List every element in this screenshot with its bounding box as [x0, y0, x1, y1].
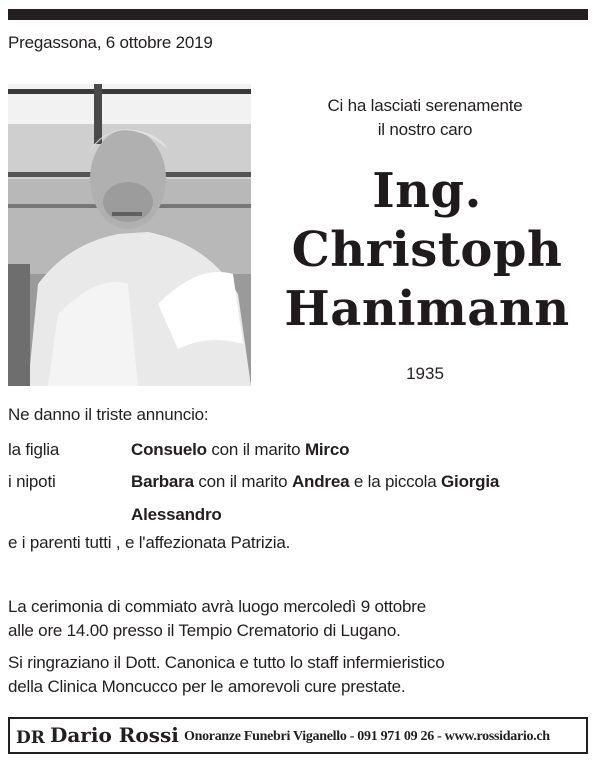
relation-label: i nipoti [8, 472, 56, 491]
announcement-heading: Ne danno il triste annuncio: [8, 405, 209, 424]
portrait-photo [8, 84, 251, 386]
place-date: Pregassona, 6 ottobre 2019 [8, 33, 213, 52]
intro-line: il nostro caro [377, 120, 473, 139]
deceased-title: Ing. [372, 163, 482, 219]
firm-contact-info: Onoranze Funebri Viganello - 091 971 09 26 - www.rossidario.ch [184, 729, 550, 744]
relatives-line: e i parenti tutti , e l'affezionata Patrizia. [8, 533, 291, 552]
relation-names: Consuelo con il marito Mirco [131, 440, 350, 459]
intro-line: Ci ha lasciati serenamente [327, 96, 523, 115]
family-row-grandchild-2 [8, 505, 588, 529]
ceremony-line: alle ore 14.00 presso il Tempio Crematorio di Lugano. [8, 621, 401, 640]
svg-text:DR: DR [16, 728, 45, 748]
family-row-daughter [8, 440, 588, 464]
thanks-text [8, 651, 444, 699]
family-row-grandchildren [8, 472, 588, 496]
thanks-line: Si ringraziano il Dott. Canonica e tutto lo staff infermieristico [8, 653, 445, 672]
deceased-name [262, 162, 592, 339]
relation-label: la figlia [8, 440, 60, 459]
ceremony-line: La cerimonia di commiato avrà luogo mercoledì 9 ottobre [8, 597, 426, 616]
top-rule [8, 9, 588, 20]
funeral-home-logo [15, 724, 45, 748]
ceremony-text [8, 595, 426, 643]
firm-name: Dario Rossi [50, 723, 179, 747]
deceased-last-name: Hanimann [284, 281, 570, 337]
relation-names: Barbara con il marito Andrea e la piccola Giorgia [131, 472, 500, 491]
intro-text [300, 94, 550, 142]
deceased-first-name: Christoph [291, 222, 563, 278]
funeral-home-footer [8, 717, 588, 754]
birth-year: 1935 [406, 364, 444, 383]
thanks-line: della Clinica Moncucco per le amorevoli cure prestate. [8, 677, 406, 696]
relation-names: Alessandro [131, 505, 222, 524]
